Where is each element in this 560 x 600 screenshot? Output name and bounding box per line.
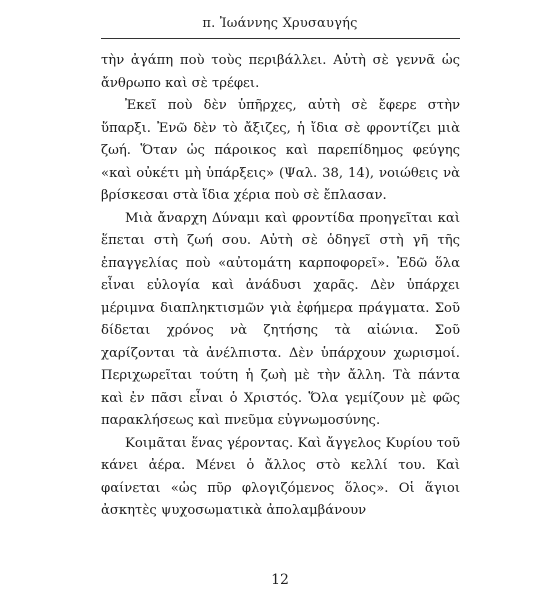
running-header: π. Ἰωάννης Χρυσαυγής: [202, 16, 358, 31]
page-body: [101, 50, 460, 523]
paragraph: Κοιμᾶται ἕνας γέροντας. Καὶ ἄγγελος Κυρίου τοῦ κάνει ἀέρα. Μένει ὁ ἄλλος στὸ κελλί του. Καὶ φαίνεται «ὡς πῦρ φλογιζόμενος ὅλος». Οἱ ἅγιοι ἀσκητὲς ψυχοσωματικὰ ἀπολαμβάνουν: [101, 435, 460, 518]
page-number: 12: [271, 572, 289, 588]
paragraph-continued: τὴν ἀγάπη ποὺ τοὺς περιβάλλει. Αὐτὴ σὲ γεννᾶ ὡς ἄνθρωπο καὶ σὲ τρέφει.: [101, 53, 460, 91]
paragraph: Ἐκεῖ ποὺ δὲν ὑπῆρχες, αὐτὴ σὲ ἔφερε στὴν ὕπαρξι. Ἐνῶ δὲν τὸ ἄξιζες, ἡ ἴδια σὲ φροντίζει μιὰ ζωή. Ὅταν ὡς πάροικος καὶ παρεπίδημος φεύγης «καὶ οὐκέτι μὴ ὑπάρξεις» (Ψαλ. 38, 14), νοιώθεις νὰ βρίσκεσαι στὰ ἴδια χέρια ποὺ σὲ ἔπλασαν.: [101, 98, 460, 203]
paragraph: Μιὰ ἄναρχη Δύναμι καὶ φροντίδα προηγεῖται καὶ ἕπεται στὴ ζωή σου. Αὐτὴ σὲ ὁδηγεῖ στὴ γῆ τῆς ἐπαγγελίας ποὺ «αὐτομάτη καρποφορεῖ». Ἐδῶ ὅλα εἶναι εὐλογία καὶ ἀνάδυσι χαρᾶς. Δὲν ὑπάρχει μέριμνα διαπληκτισμῶν γιὰ ἐφήμερα πράγματα. Σοῦ δίδεται χρόνος νὰ ζητήσης τὰ αἰώνια. Σοῦ χαρίζονται τὰ ἀνέλπιστα. Δὲν ὑπάρχουν χωρισμοί. Περιχωρεῖται τούτη ἡ ζωὴ μὲ τὴν ἄλλη. Τὰ πάντα καὶ ἐν πᾶσι εἶναι ὁ Χριστός. Ὅλα γεμίζουν μὲ φῶς παρακλήσεως καὶ πνεῦμα εὐγνωμοσύνης.: [101, 210, 460, 428]
header-rule: [101, 38, 460, 39]
